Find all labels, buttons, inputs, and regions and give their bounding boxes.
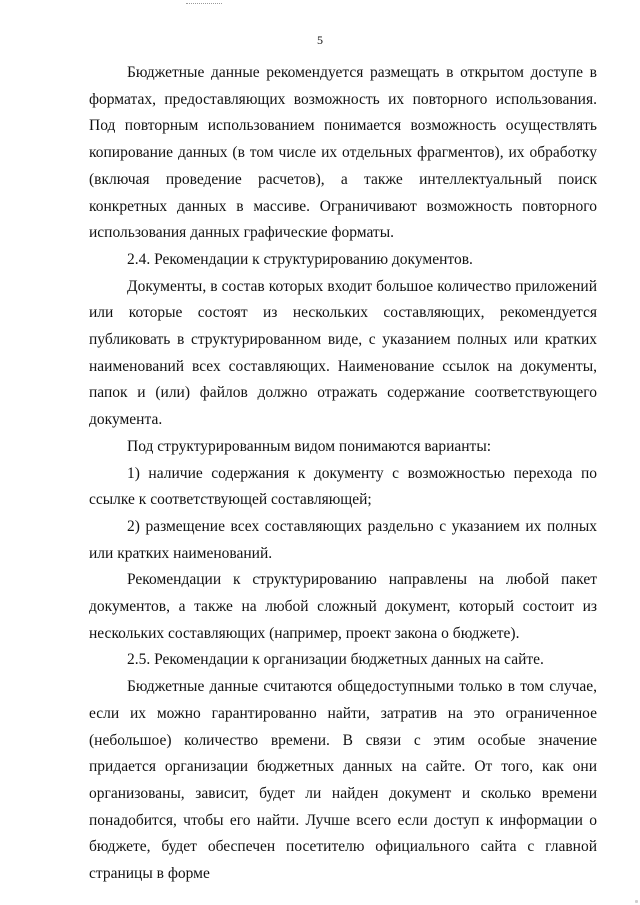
paragraph-reuse-formats: Бюджетные данные рекомендуется размещать в открытом доступе в форматах, предоставляющих возможность их повторного использования. Под повторным использованием понимается возможность осуществлять копирование данных (в том числе их отдельных фрагментов), их обработку (включая проведение расчетов), а также интеллектуальный поиск конкретных данных в массиве. Ограничивают возможность повторного использования данных графические форматы. <box>89 64 597 242</box>
scan-mark <box>186 0 222 4</box>
document-body <box>89 60 597 888</box>
paragraph-structured-publishing: Документы, в состав которых входит большое количество приложений или которые состоят из нескольких составляющих, рекомендуется публиковать в структурированном виде, с указанием полных или кратких наименований всех составляющих. Наименование ссылок на документы, папок и (или) файлов должно отражать содержание соответствующего документа. <box>89 277 597 429</box>
paragraph-structured-variants-intro: Под структурированным видом понимаются варианты: <box>127 437 492 455</box>
paragraph-structuring-scope: Рекомендации к структурированию направлены на любой пакет документов, а также на любой сложный документ, который состоит из нескольких составляющих (например, проект закона о бюджете). <box>89 571 597 642</box>
scan-artifact <box>635 900 638 903</box>
paragraph-site-organization: Бюджетные данные считаются общедоступными только в том случае, если их можно гарантированно найти, затратив на это ограниченное (небольшое) количество времени. В связи с этим особые значение придается организации бюджетных данных на сайте. От того, как они организованы, зависит, будет ли найден документ и сколько времени понадобится, чтобы его найти. Лучше всего если доступ к информации о бюджете, будет обеспечен посетителю официального сайта с главной страницы в форме <box>89 678 597 883</box>
list-item-2: 2) размещение всех составляющих раздельно с указанием их полных или кратких наименований. <box>89 517 597 562</box>
list-item-1: 1) наличие содержания к документу с возможностью перехода по ссылке к соответствующей составляющей; <box>89 464 597 509</box>
section-heading-2-4: 2.4. Рекомендации к структурированию документов. <box>127 250 473 268</box>
section-heading-2-5: 2.5. Рекомендации к организации бюджетных данных на сайте. <box>127 651 544 669</box>
page-number: 5 <box>317 33 323 47</box>
